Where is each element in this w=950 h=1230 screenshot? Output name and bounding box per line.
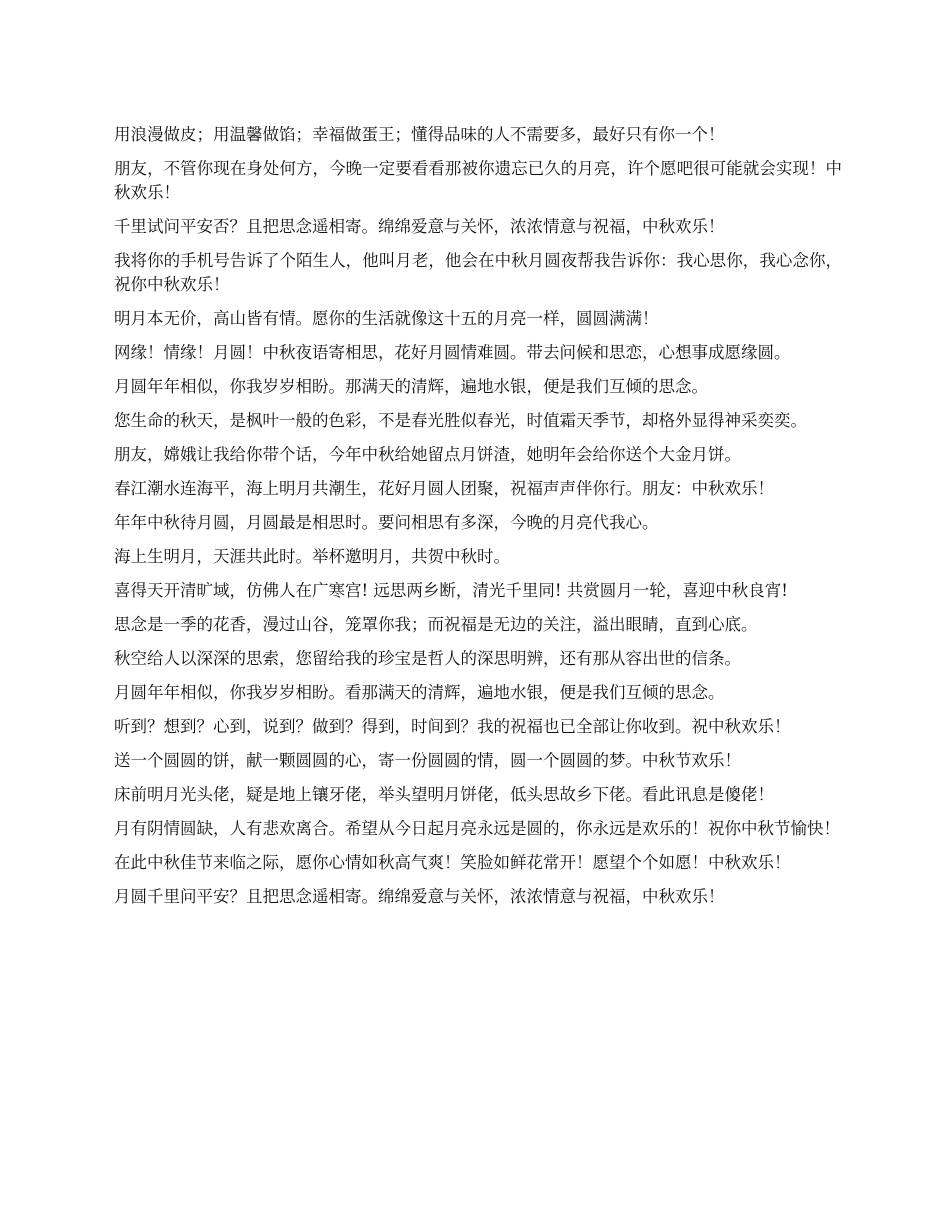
paragraph: 海上生明月，天涯共此时。举杯邀明月，共贺中秋时。 <box>114 547 510 566</box>
document-body <box>114 123 842 919</box>
paragraph: 网缘！情缘！月圆！中秋夜语寄相思，花好月圆情难圆。带去问候和思恋，心想事成愿缘圆。 <box>114 343 791 362</box>
paragraph: 用浪漫做皮；用温馨做馅；幸福做蛋王；懂得品味的人不需要多，最好只有你一个！ <box>114 125 725 144</box>
paragraph: 秋空给人以深深的思索，您留给我的珍宝是哲人的深思明辨，还有那从容出世的信条。 <box>114 649 741 668</box>
paragraph: 春江潮水连海平，海上明月共潮生，花好月圆人团聚，祝福声声伴你行。朋友：中秋欢乐！ <box>114 479 774 498</box>
paragraph: 您生命的秋天，是枫叶一般的色彩，不是春光胜似春光，时值霜天季节，却格外显得神采奕奕。 <box>114 411 807 430</box>
paragraph: 月圆年年相似，你我岁岁相盼。看那满天的清辉，遍地水银，便是我们互倾的思念。 <box>114 683 725 702</box>
paragraph: 思念是一季的花香，漫过山谷，笼罩你我；而祝福是无边的关注，溢出眼睛，直到心底。 <box>114 615 758 634</box>
paragraph: 在此中秋佳节来临之际，愿你心情如秋高气爽！笑脸如鲜花常开！愿望个个如愿！中秋欢乐！ <box>114 853 791 872</box>
paragraph: 床前明月光头佬，疑是地上镶牙佬，举头望明月饼佬，低头思故乡下佬。看此讯息是傻佬！ <box>114 785 774 804</box>
paragraph: 朋友，嫦娥让我给你带个话，今年中秋给她留点月饼渣，她明年会给你送个大金月饼。 <box>114 445 741 464</box>
paragraph: 我将你的手机号告诉了个陌生人，他叫月老，他会在中秋月圆夜帮我告诉你：我心思你，我心念你，祝你中秋欢乐！ <box>114 251 842 294</box>
paragraph: 朋友，不管你现在身处何方，今晚一定要看看那被你遗忘已久的月亮，许个愿吧很可能就会实现！中秋欢乐！ <box>114 159 842 202</box>
paragraph: 月有阴情圆缺，人有悲欢离合。希望从今日起月亮永远是圆的，你永远是欢乐的！祝你中秋节愉快！ <box>114 819 840 838</box>
paragraph: 千里试问平安否？且把思念遥相寄。绵绵爱意与关怀，浓浓情意与祝福，中秋欢乐！ <box>114 217 725 236</box>
paragraph: 听到？想到？心到，说到？做到？得到，时间到？我的祝福也已全部让你收到。祝中秋欢乐！ <box>114 717 791 736</box>
paragraph: 年年中秋待月圆，月圆最是相思时。要问相思有多深，今晚的月亮代我心。 <box>114 513 659 532</box>
paragraph: 送一个圆圆的饼，献一颗圆圆的心，寄一份圆圆的情，圆一个圆圆的梦。中秋节欢乐！ <box>114 751 741 770</box>
paragraph: 喜得天开清旷域，仿佛人在广寒宫! 远思两乡断，清光千里同! 共赏圆月一轮，喜迎中秋良宵! <box>114 581 788 600</box>
paragraph: 月圆年年相似，你我岁岁相盼。那满天的清辉，遍地水银，便是我们互倾的思念。 <box>114 377 708 396</box>
paragraph: 明月本无价，高山皆有情。愿你的生活就像这十五的月亮一样，圆圆满满！ <box>114 309 659 328</box>
paragraph: 月圆千里问平安？且把思念遥相寄。绵绵爱意与关怀，浓浓情意与祝福，中秋欢乐！ <box>114 887 725 906</box>
